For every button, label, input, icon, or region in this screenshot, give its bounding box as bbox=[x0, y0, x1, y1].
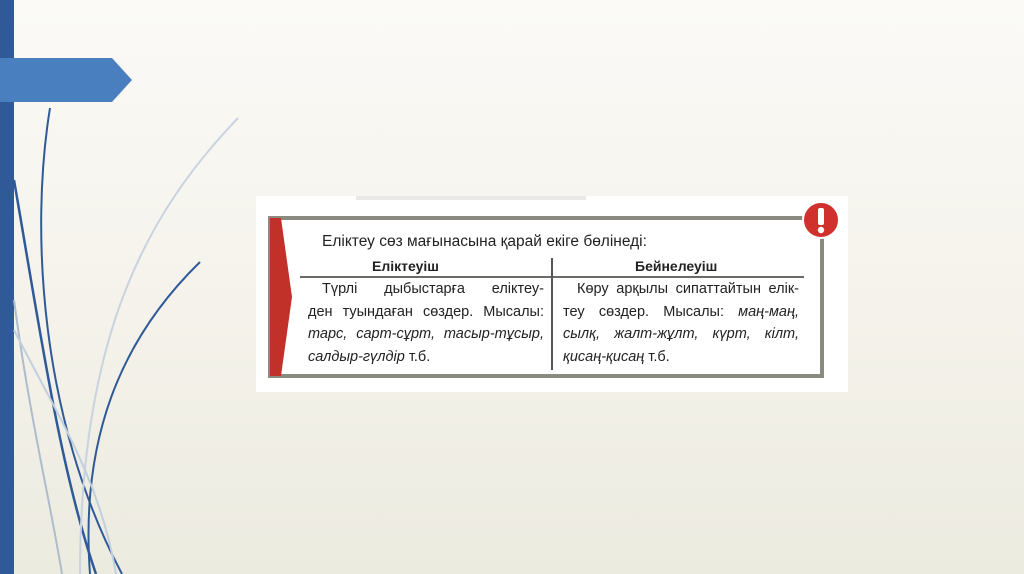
exclamation-icon bbox=[801, 200, 841, 240]
right-etc: т.б. bbox=[644, 348, 670, 365]
column-divider bbox=[551, 258, 553, 370]
left-column-text bbox=[308, 278, 544, 368]
right-example-words: сылқ, жалт-жұлт, күрт, кілт, bbox=[563, 326, 799, 342]
slide-title-arrow bbox=[0, 58, 132, 102]
left-column-header: Еліктеуіш bbox=[372, 258, 439, 274]
right-line-2 bbox=[563, 301, 799, 324]
right-column-text bbox=[563, 278, 799, 368]
left-line-3 bbox=[308, 323, 544, 346]
intro-text: Еліктеу сөз мағынасына қарай екіге бөлінеді: bbox=[322, 233, 647, 250]
left-example-word: салдыр-гүлдір bbox=[308, 348, 405, 365]
right-example-word: маң-маң, bbox=[738, 303, 799, 320]
right-line-3 bbox=[563, 323, 799, 346]
left-line-1: Түрлі дыбыстарға еліктеу- bbox=[322, 281, 544, 297]
red-arrow-tab bbox=[270, 218, 294, 376]
right-column-header: Бейнелеуіш bbox=[635, 258, 718, 274]
left-line-4 bbox=[308, 346, 544, 369]
info-card bbox=[256, 196, 848, 392]
left-line-2: ден туындаған сөздер. Мысалы: bbox=[308, 303, 544, 320]
left-example-words: тарс, сарт-сұрт, тасыр-тұсыр, bbox=[308, 326, 544, 342]
right-line-4 bbox=[563, 346, 799, 369]
right-line-2-plain: теу сөздер. Мысалы: bbox=[563, 303, 739, 320]
card-top-strip bbox=[256, 196, 796, 210]
left-etc: т.б. bbox=[404, 348, 431, 365]
right-line-1: Көру арқылы сипаттайтын елік- bbox=[577, 281, 799, 297]
right-example-word-2: қисаң-қисаң bbox=[563, 348, 645, 365]
